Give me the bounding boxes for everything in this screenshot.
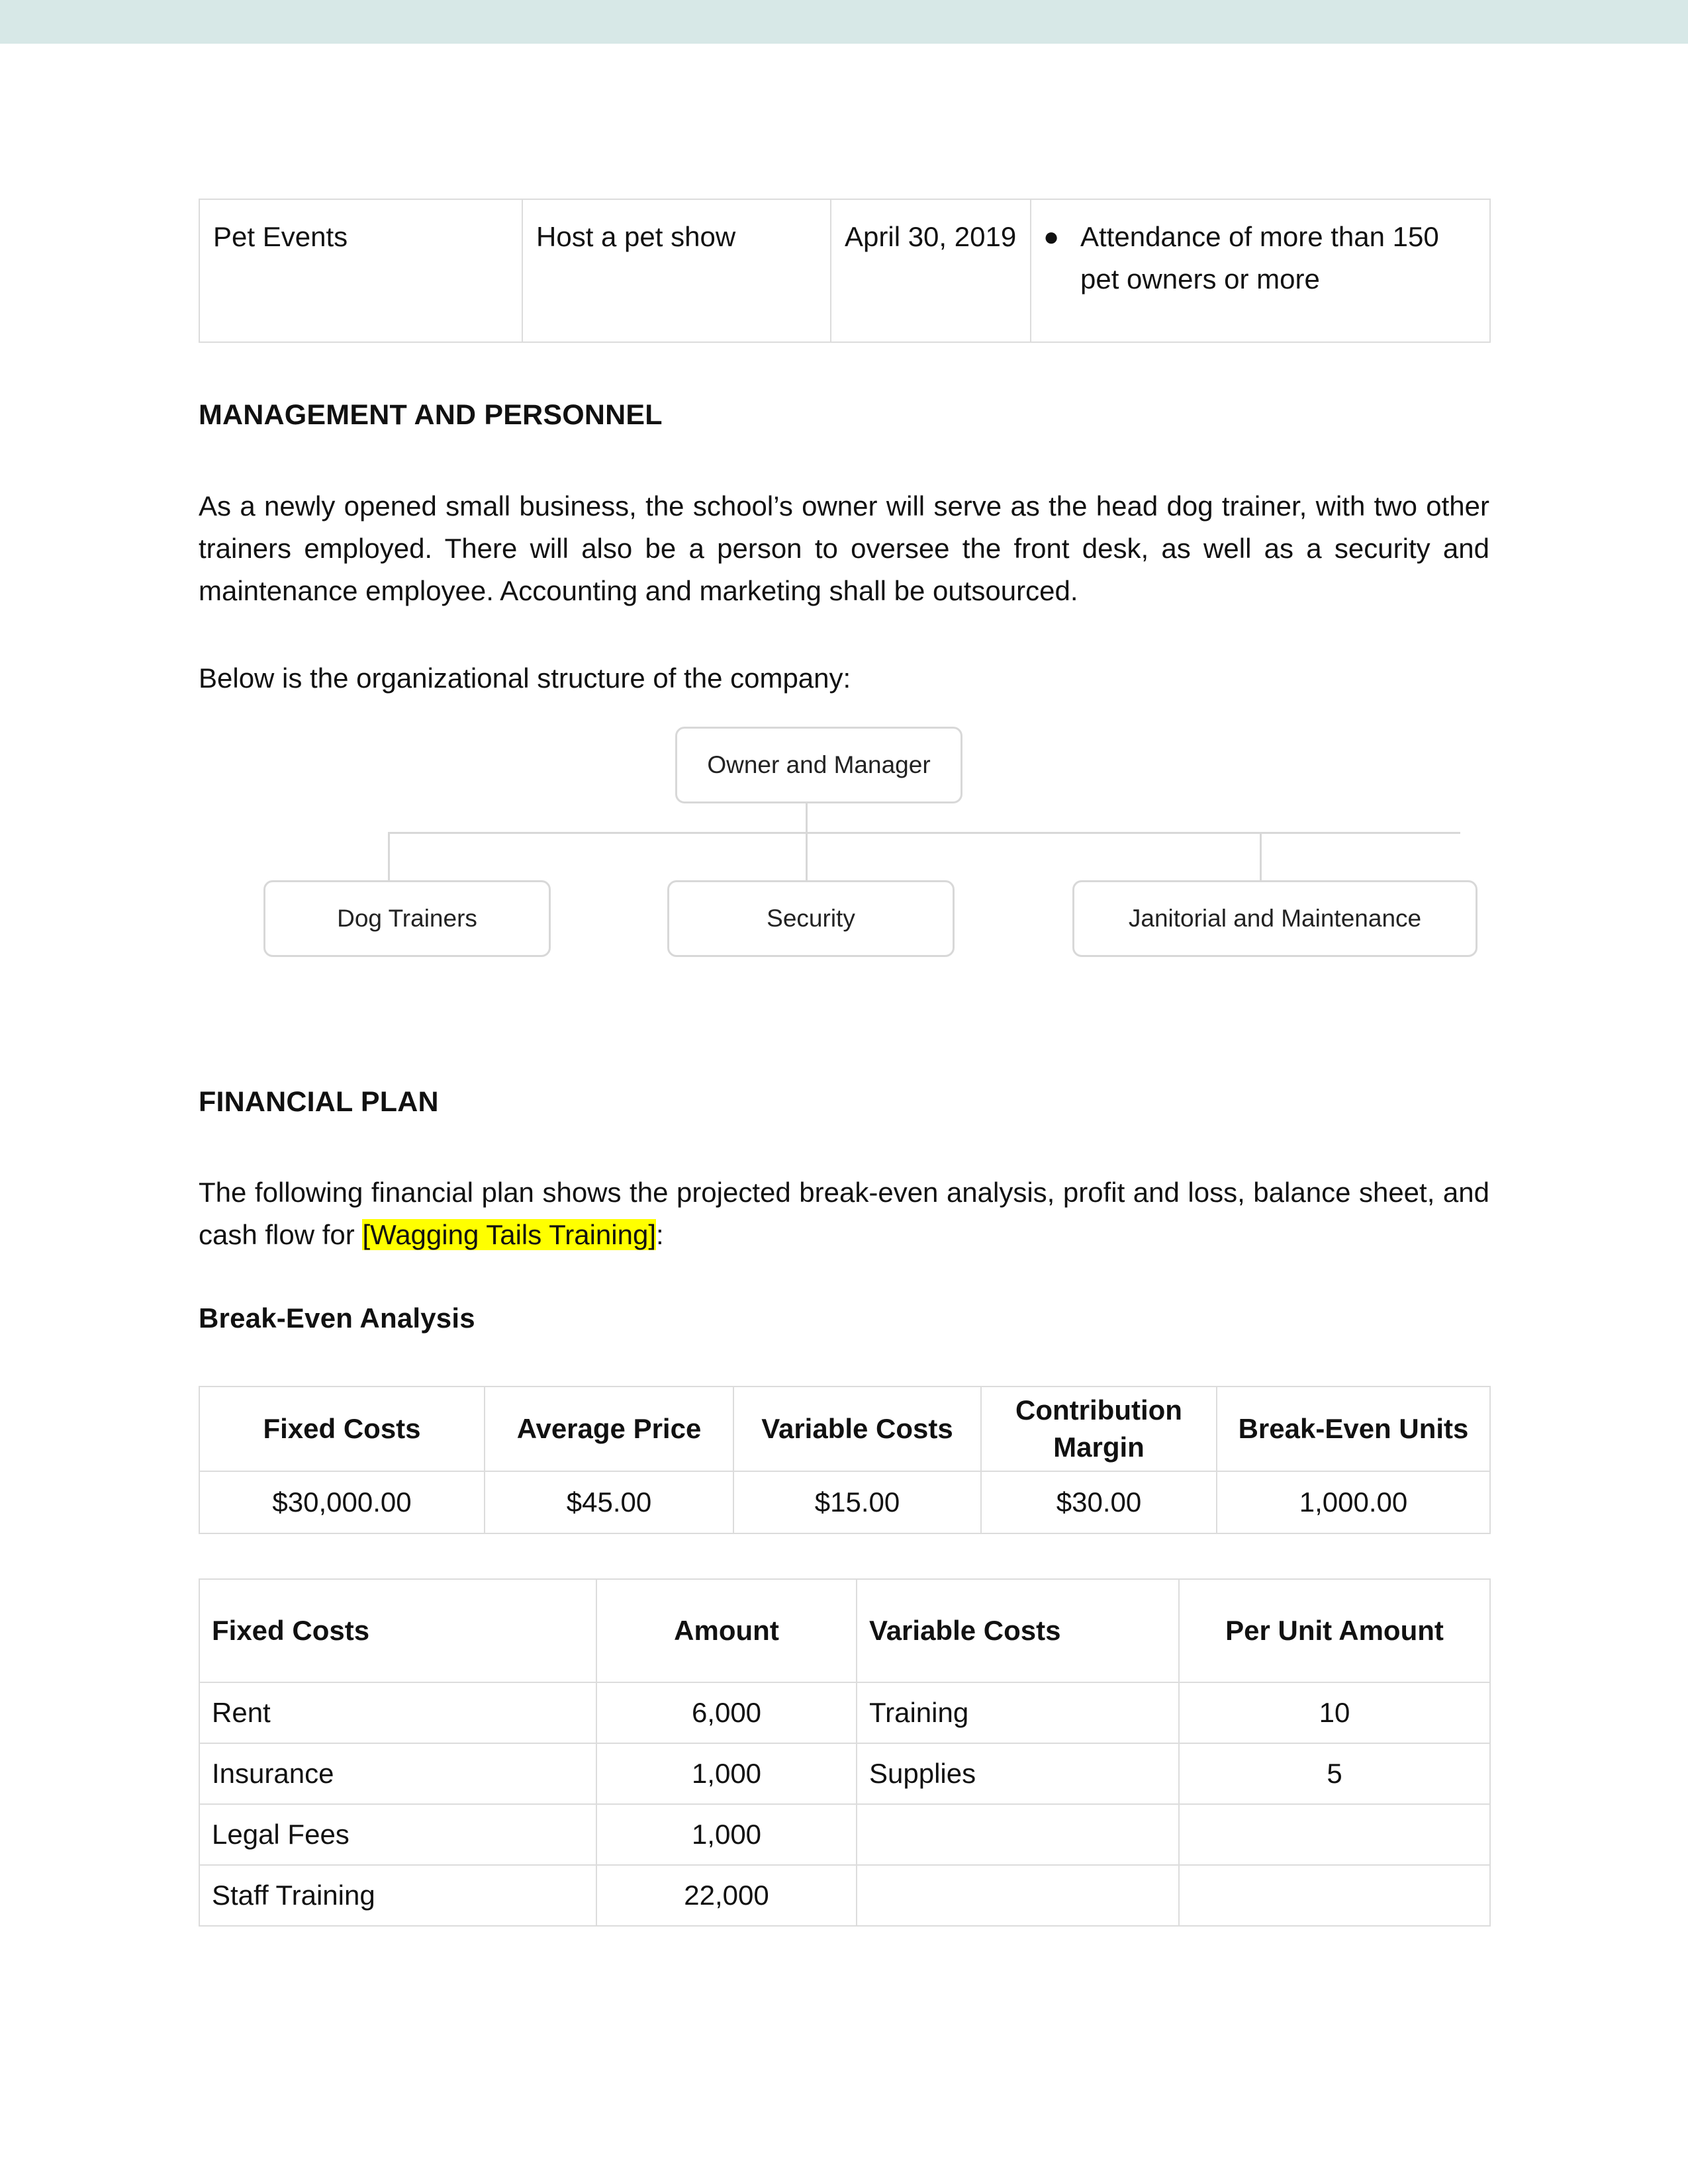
fixed-cost-name: Rent bbox=[199, 1682, 596, 1743]
events-table bbox=[199, 199, 1491, 343]
table-row bbox=[199, 1804, 1490, 1865]
event-category-cell: Pet Events bbox=[199, 199, 522, 342]
bullet-icon: ● bbox=[1043, 222, 1060, 251]
event-activity-cell: Host a pet show bbox=[522, 199, 831, 342]
header-contribution-margin: Contribution Margin bbox=[981, 1387, 1217, 1471]
org-node-security: Security bbox=[667, 880, 955, 957]
org-connector-root bbox=[806, 803, 808, 832]
header-variable-costs: Variable Costs bbox=[857, 1579, 1179, 1682]
financial-intro-text: The following financial plan shows the projected break-even analysis, profit and loss, balance sheet, and cash flow for bbox=[199, 1177, 1489, 1250]
fixed-cost-name: Insurance bbox=[199, 1743, 596, 1804]
table-header-row bbox=[199, 1387, 1490, 1471]
costs-table bbox=[199, 1578, 1491, 1927]
goal-line-2: pet owners or more bbox=[1080, 263, 1320, 295]
event-goal-cell bbox=[1031, 199, 1490, 342]
table-row bbox=[199, 1743, 1490, 1804]
break-even-heading: Break-Even Analysis bbox=[199, 1302, 475, 1334]
goal-line-1: Attendance of more than 150 bbox=[1080, 221, 1439, 252]
header-average-price: Average Price bbox=[485, 1387, 733, 1471]
table-row bbox=[199, 199, 1490, 342]
variable-cost-name bbox=[857, 1865, 1179, 1926]
financial-intro bbox=[199, 1171, 1489, 1256]
header-per-unit-amount: Per Unit Amount bbox=[1179, 1579, 1490, 1682]
financial-heading: FINANCIAL PLAN bbox=[199, 1086, 439, 1118]
table-row bbox=[199, 1471, 1490, 1533]
fixed-cost-name: Staff Training bbox=[199, 1865, 596, 1926]
variable-cost-name: Training bbox=[857, 1682, 1179, 1743]
header-fixed-costs: Fixed Costs bbox=[199, 1387, 485, 1471]
org-intro: Below is the organizational structure of the company: bbox=[199, 662, 851, 694]
header-fixed-costs: Fixed Costs bbox=[199, 1579, 596, 1682]
variable-cost-amount: 5 bbox=[1179, 1743, 1490, 1804]
header-band bbox=[0, 0, 1688, 44]
table-row bbox=[199, 1865, 1490, 1926]
org-node-owner: Owner and Manager bbox=[675, 727, 962, 803]
org-connector-middle bbox=[806, 832, 808, 881]
variable-cost-name: Supplies bbox=[857, 1743, 1179, 1804]
variable-cost-amount bbox=[1179, 1804, 1490, 1865]
value-variable-costs: $15.00 bbox=[733, 1471, 981, 1533]
financial-intro-end: : bbox=[656, 1219, 664, 1250]
value-fixed-costs: $30,000.00 bbox=[199, 1471, 485, 1533]
org-connector-left bbox=[388, 832, 390, 881]
value-average-price: $45.00 bbox=[485, 1471, 733, 1533]
event-date-cell: April 30, 2019 bbox=[831, 199, 1031, 342]
header-variable-costs: Variable Costs bbox=[733, 1387, 981, 1471]
variable-cost-amount bbox=[1179, 1865, 1490, 1926]
org-connector-horizontal bbox=[388, 832, 1460, 834]
fixed-cost-amount: 1,000 bbox=[596, 1743, 857, 1804]
header-break-even-units: Break-Even Units bbox=[1217, 1387, 1490, 1471]
break-even-table bbox=[199, 1386, 1491, 1534]
event-goal-text bbox=[1080, 216, 1439, 300]
fixed-cost-name: Legal Fees bbox=[199, 1804, 596, 1865]
fixed-cost-amount: 6,000 bbox=[596, 1682, 857, 1743]
company-name-placeholder: [Wagging Tails Training] bbox=[362, 1219, 657, 1250]
management-heading: MANAGEMENT AND PERSONNEL bbox=[199, 399, 663, 431]
variable-cost-amount: 10 bbox=[1179, 1682, 1490, 1743]
management-paragraph: As a newly opened small business, the school’s owner will serve as the head dog trainer, with two other trainers employed. There will also be a person to oversee the front desk, as well as a security and maintenance employee. Accounting and marketing shall be outsourced. bbox=[199, 490, 1489, 606]
value-contribution-margin: $30.00 bbox=[981, 1471, 1217, 1533]
table-row bbox=[199, 1682, 1490, 1743]
value-break-even-units: 1,000.00 bbox=[1217, 1471, 1490, 1533]
org-connector-right bbox=[1260, 832, 1262, 881]
table-header-row bbox=[199, 1579, 1490, 1682]
variable-cost-name bbox=[857, 1804, 1179, 1865]
org-node-janitorial: Janitorial and Maintenance bbox=[1072, 880, 1477, 957]
header-amount: Amount bbox=[596, 1579, 857, 1682]
fixed-cost-amount: 1,000 bbox=[596, 1804, 857, 1865]
fixed-cost-amount: 22,000 bbox=[596, 1865, 857, 1926]
org-node-dog-trainers: Dog Trainers bbox=[263, 880, 551, 957]
